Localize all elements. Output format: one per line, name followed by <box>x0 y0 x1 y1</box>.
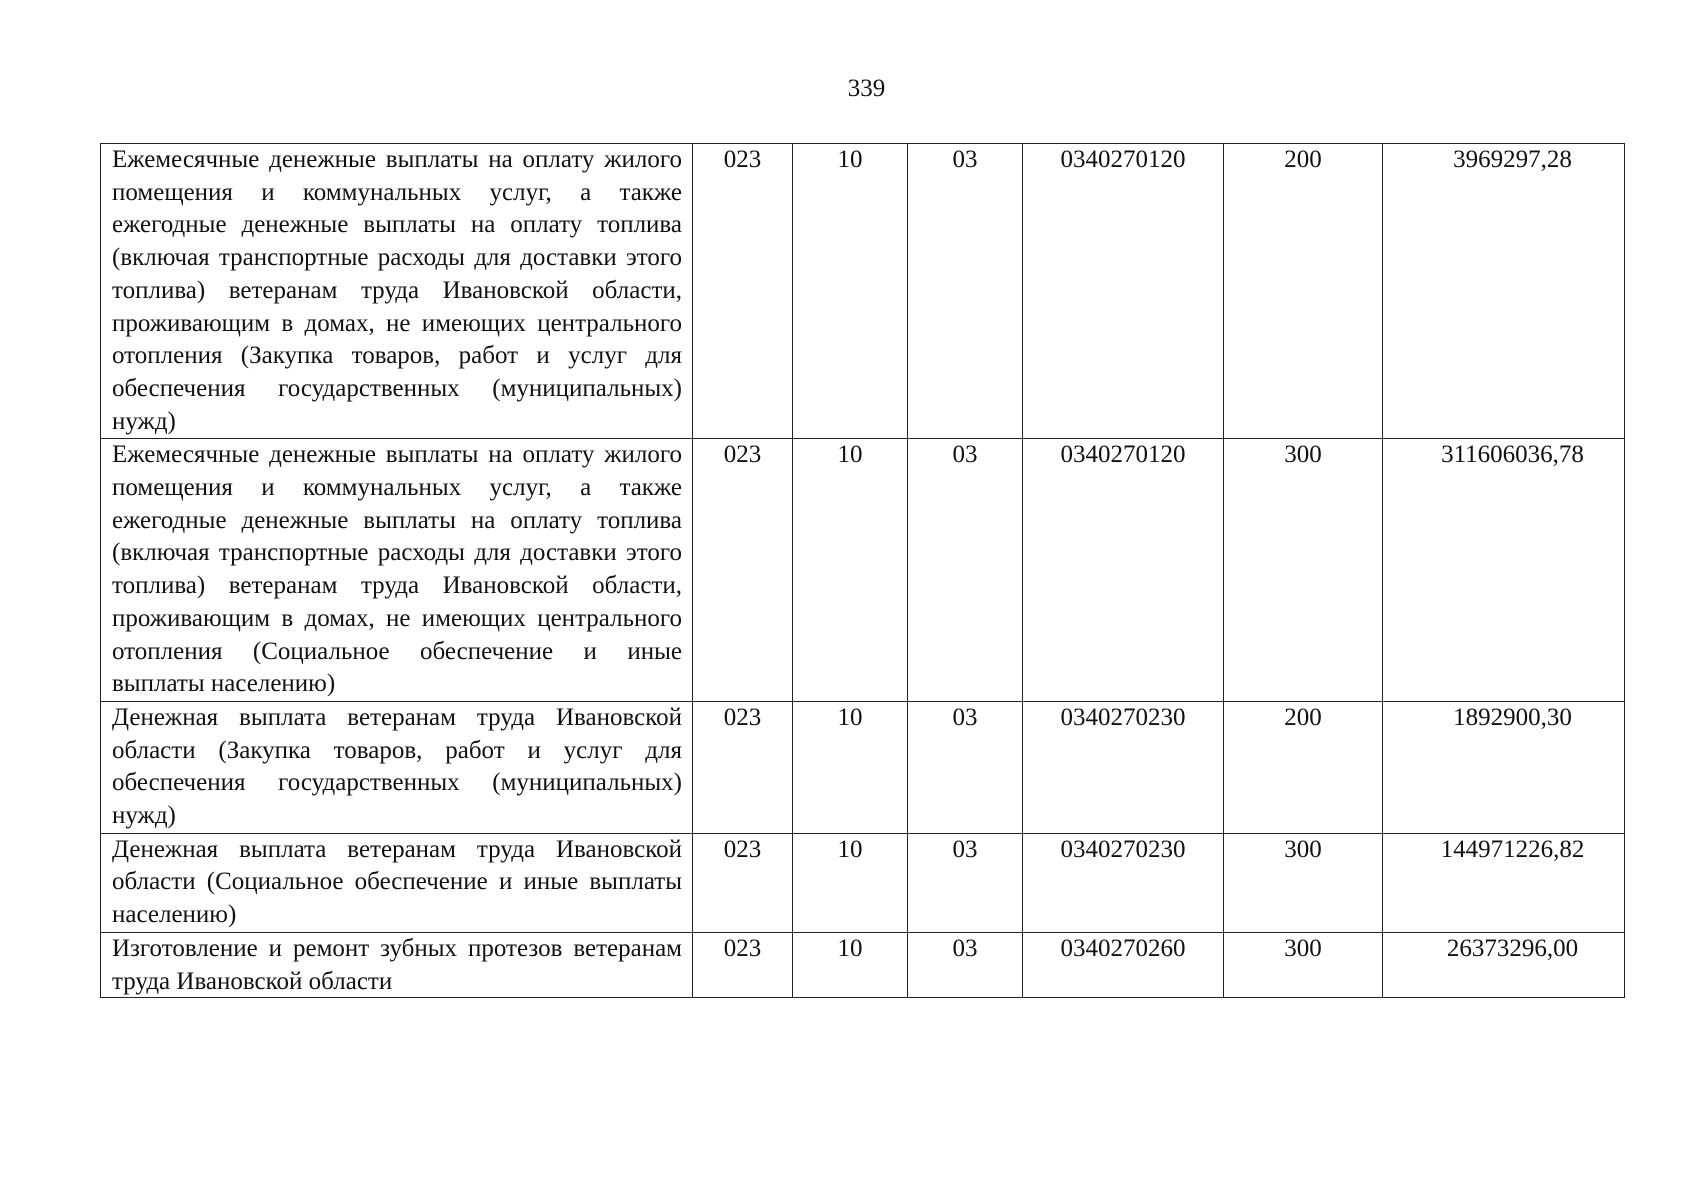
amount: 3969297,28 <box>1383 144 1625 439</box>
ministry-code: 023 <box>693 932 793 997</box>
page-number: 339 <box>847 75 886 102</box>
section-code: 10 <box>793 439 908 702</box>
row-description-cell <box>101 932 693 997</box>
table-row <box>101 932 1625 997</box>
section-code: 10 <box>793 144 908 439</box>
table-row <box>101 439 1625 702</box>
section-code: 10 <box>793 932 908 997</box>
ministry-code: 023 <box>693 144 793 439</box>
subsection-code: 03 <box>908 701 1023 833</box>
expense-type-code: 200 <box>1224 144 1383 439</box>
table-row <box>101 144 1625 439</box>
target-article-code: 0340270230 <box>1023 701 1224 833</box>
expense-type-code: 300 <box>1224 932 1383 997</box>
expense-type-code: 300 <box>1224 833 1383 932</box>
amount: 1892900,30 <box>1383 701 1625 833</box>
table-row <box>101 701 1625 833</box>
budget-table <box>100 143 1625 998</box>
subsection-code: 03 <box>908 144 1023 439</box>
amount: 311606036,78 <box>1383 439 1625 702</box>
section-code: 10 <box>793 833 908 932</box>
target-article-code: 0340270230 <box>1023 833 1224 932</box>
ministry-code: 023 <box>693 439 793 702</box>
section-code: 10 <box>793 701 908 833</box>
subsection-code: 03 <box>908 439 1023 702</box>
subsection-code: 03 <box>908 833 1023 932</box>
amount: 26373296,00 <box>1383 932 1625 997</box>
ministry-code: 023 <box>693 701 793 833</box>
subsection-code: 03 <box>908 932 1023 997</box>
table-row <box>101 833 1625 932</box>
amount: 144971226,82 <box>1383 833 1625 932</box>
expense-type-code: 300 <box>1224 439 1383 702</box>
row-description: Денежная выплата ветеранам труда Ивановской области (Социальное обеспечение и иные выплаты населению) <box>101 833 693 932</box>
target-article-code: 0340270260 <box>1023 932 1224 997</box>
ministry-code: 023 <box>693 833 793 932</box>
row-description: Денежная выплата ветеранам труда Ивановской области (Закупка товаров, работ и услуг для обеспечения государственных (муниципальных) нужд) <box>101 701 693 833</box>
row-description: Изготовление и ремонт зубных протезов ветеранам труда Ивановской области <box>112 934 682 995</box>
row-description: Ежемесячные денежные выплаты на оплату жилого помещения и коммунальных услуг, а также ежегодные денежные выплаты на оплату топлива (включая транспортные расходы для доставки этого топлива) ветеранам труда Ивановской области, проживающим в домах, не имеющих центрального отопления (Социальное обеспечение и иные выплаты населению) <box>101 439 693 702</box>
expense-type-code: 200 <box>1224 701 1383 833</box>
target-article-code: 0340270120 <box>1023 439 1224 702</box>
target-article-code: 0340270120 <box>1023 144 1224 439</box>
row-description: Ежемесячные денежные выплаты на оплату жилого помещения и коммунальных услуг, а также ежегодные денежные выплаты на оплату топлива (включая транспортные расходы для доставки этого топлива) ветеранам труда Ивановской области, проживающим в домах, не имеющих центрального отопления (Закупка товаров, работ и услуг для обеспечения государственных (муниципальных) нужд) <box>101 144 693 439</box>
